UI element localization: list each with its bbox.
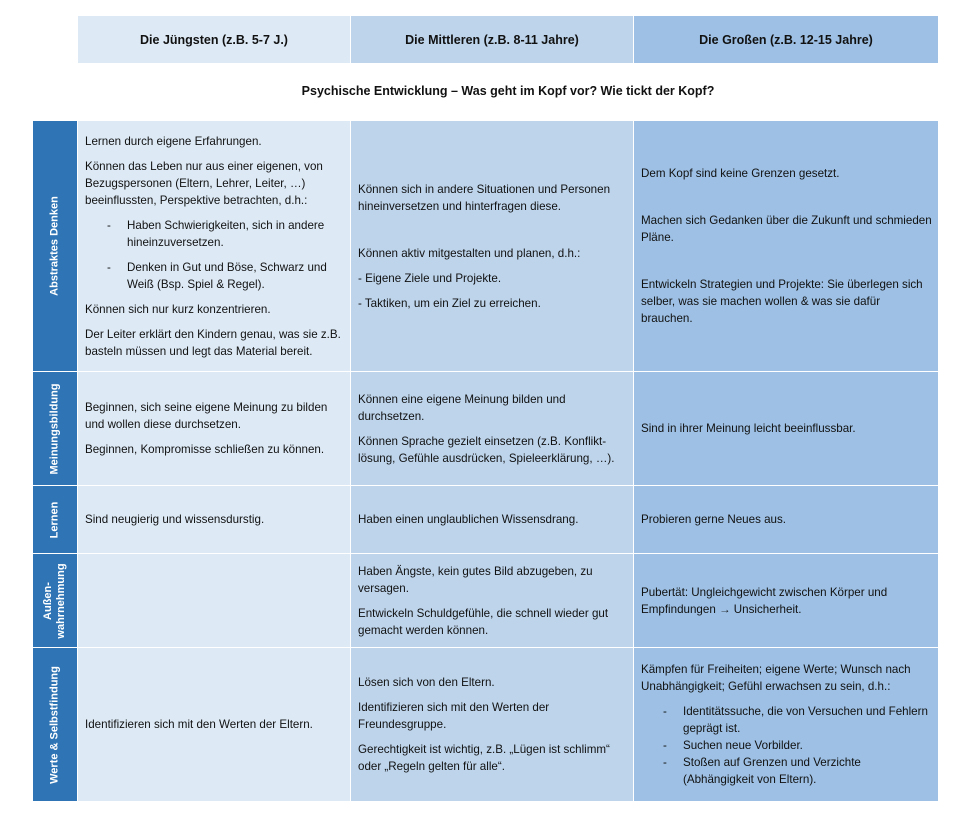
cell-opinion-old: Sind in ihrer Meinung leicht beeinflussbar. [634,372,938,485]
cell-opinion-young: Beginnen, sich seine eigene Meinung zu bilden und wollen diese durchsetzen. Beginnen, Kompromisse schließen zu können. [78,372,350,485]
row-label-perception: Außen- wahrnehmung [33,554,77,647]
cell-perception-old: Pubertät: Ungleichgewicht zwischen Körper und Empfindungen → Unsicherheit. [634,554,938,647]
cell-abstract-middle: Können sich in andere Situationen und Personen hineinversetzen und hinterfragen diese. Können aktiv mitgestalten und planen, d.h.: - Eigene Ziele und Projekte. - Taktiken, um ein Ziel zu erreichen. [351,121,633,371]
cell-values-old: Kämpfen für Freiheiten; eigene Werte; Wunsch nach Unabhängigkeit; Gefühl erwachsen zu sein, d.h.: - Identitätssuche, die von Versuchen und Fehlern geprägt ist. - Suchen neue Vorbilder. - Stoßen auf Grenzen und Verzichte (Abhängigkeit von Eltern). [634,648,938,801]
cell-values-young: Identifizieren sich mit den Werten der Eltern. [78,648,350,801]
cell-learning-middle: Haben einen unglaublichen Wissensdrang. [351,486,633,553]
cell-opinion-middle: Können eine eigene Meinung bilden und durchsetzen. Können Sprache gezielt einsetzen (z.B. Konflikt-lösung, Gefühle ausdrücken, Spieleerklärung, …). [351,372,633,485]
cell-perception-young [78,554,350,647]
row-label-values: Werte & Selbstfindung [33,648,77,801]
row-label-opinion: Meinungsbildung [33,372,77,485]
row-label-abstract-thinking: Abstraktes Denken [33,121,77,371]
cell-values-middle: Lösen sich von den Eltern. Identifizieren sich mit den Werten der Freundesgruppe. Gerechtigkeit ist wichtig, z.B. „Lügen ist schlimm“ oder „Regeln gelten für alle“. [351,648,633,801]
list-item: - Denken in Gut und Böse, Schwarz und Weiß (Bsp. Spiel & Regel). [107,260,327,291]
column-header-old: Die Großen (z.B. 12-15 Jahre) [634,16,938,63]
cell-abstract-young: Lernen durch eigene Erfahrungen. Können das Leben nur aus einer eigenen, von Bezugspersonen (Eltern, Lehrer, Leiter, …) beeinflussten, Perspektive betrachten, d.h.: - Haben Schwierigkeiten, sich in andere hineinzuversetzen. - Denken in Gut und Böse, Schwarz und Weiß (Bsp. Spiel & Regel). Können sich nur kurz konzentrieren. Der Leiter erklärt den Kindern genau, was sie z.B. basteln müssen und legt das Material bereit. [78,121,350,371]
list-item: - Identitätssuche, die von Versuchen und Fehlern geprägt ist. [663,705,928,735]
cell-learning-young: Sind neugierig und wissensdurstig. [78,486,350,553]
column-header-young: Die Jüngsten (z.B. 5-7 J.) [78,16,350,63]
cell-learning-old: Probieren gerne Neues aus. [634,486,938,553]
cell-perception-middle: Haben Ängste, kein gutes Bild abzugeben, zu versagen. Entwickeln Schuldgefühle, die schnell wieder gut gemacht werden können. [351,554,633,647]
row-label-learning: Lernen [33,486,77,553]
list-item: - Haben Schwierigkeiten, sich in andere hineinzuversetzen. [107,218,325,249]
list-item: - Stoßen auf Grenzen und Verzichte (Abhängigkeit von Eltern). [663,756,861,786]
list-item: - Suchen neue Vorbilder. [663,739,803,752]
cell-abstract-old: Dem Kopf sind keine Grenzen gesetzt. Machen sich Gedanken über die Zukunft und schmieden Pläne. Entwickeln Strategien und Projekte: Sie überlegen sich selber, was sie machen wollen & was sie dafür brauchen. [634,121,938,371]
column-header-middle: Die Mittleren (z.B. 8-11 Jahre) [351,16,633,63]
page-title: Psychische Entwicklung – Was geht im Kopf vor? Wie tickt der Kopf? [301,84,715,98]
